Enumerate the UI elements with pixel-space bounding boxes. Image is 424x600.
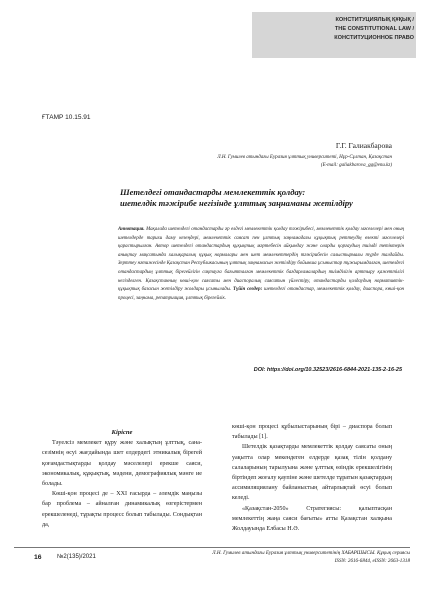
header-line-ru: КОНСТИТУЦИОННОЕ ПРАВО [334,35,414,41]
right-column [232,422,392,534]
page-number: 16 [34,554,42,561]
journal-footer [156,550,410,565]
section-heading-introduction: Кіріспе [111,429,133,436]
body-paragraph: көші-қон процесі құбылыстарының бірі – диаспора болып табылады [1]. [232,424,392,441]
left-column [42,428,202,530]
body-paragraph: Шетелдік қазақтарды мемлекеттік қолдау саясаты оның уақытта олар мекендеген елдерде қазақ тілін қолдану салаларының тарылуына және ұлттық өзіндік ерекшелігінің біртіндеп жоғалу қаупіне және шетелде тұратын қазақтардың ассимиляциялану байланыстың айтарлықтай өсуі болып келеді. [232,444,392,502]
abstract-paragraph [118,226,404,303]
issue-number: №2(135)/2021 [57,554,96,560]
author-email[interactable]: (E-mail: galiakbarova_gg@enu.kz) [320,163,392,168]
header-line-kk: КОНСТИТУЦИЯЛЫҚ ҚҰҚЫҚ / [335,17,414,23]
keywords-text: шетелдегі отандастар, мемлекеттік қолдау, диаспора, көші-қон процесі, заңнама, репатриация, ұлттық бірегейлік. [118,287,404,301]
abstract-block [118,226,404,303]
author-affiliation: Л.Н. Гумилев атындағы Еуразия ұлттық университеті, Нұр-Сұлтан, Қазақстан [217,155,392,160]
body-paragraph: Көші-қон процесі де – XXI ғасырда – әлемдік маңызы бар проблема – айналған динамикалық өзгерістермен ерекшеленеді, тұрақты процесс болып табылады. Сондықтан да, [42,491,202,528]
article-title-line1: Шетелдегі отандастарды мемлекеттік қолдау: [120,187,306,197]
journal-section-header [258,16,414,43]
body-paragraph: Тәуелсіз мемлекет құру және халықтың ұлттық, сана-сезімнің өсуі жағдайында шет елдердегі этникалық бірегей қоғамдастықтарды қолдау мәселелері ерекше саяси, экономикалық, құқықтық, мәдени, демографиялық мәнге ие болады. [42,440,202,488]
header-line-en: THE CONSTITUTIONAL LAW / [334,26,414,32]
doi-link[interactable]: DOI: https://doi.org/10.32523/2616-6844-2021-135-2-16-25 [253,367,402,373]
footer-divider [14,547,410,548]
journal-issn: ISSN: 2616-6844, eISSN: 2663-1318 [334,557,410,564]
article-title-line2: шетелдік тәжірибе негізінде ұлттық заңнаманы жетілдіру [120,198,353,208]
journal-name: Л.Н. Гумилев атындағы Еуразия ұлттық университетінің ХАБАРШЫСЫ. Құқық сериясы [212,550,410,556]
keywords-label: Түйін сөздер: [233,287,263,293]
article-title [120,187,400,209]
abstract-label: Аннотация. [118,227,145,232]
author-affiliation-block [152,154,392,170]
irstid-code: ҒТАМР 10.15.91 [42,114,91,121]
abstract-text: Мақалада шетелдегі отандастарды әр елдегі мемлекеттік қолдау тәжірибесі, мемлекеттік қолдау мәселелері мен оның шетелдерде тарихи даму кезеңдері, мемлекеттік саясат пен ұлттық заңнамадағы құқықтық реттеудің өзекті мәселелері қарастырылған. Автор шетелдегі отандастардың құқықтық мәртебесін айқындау және оларды қорғаудың тиімді тетіктерін анықтау мақсатында халықаралық құқық нормалары мен шет мемлекеттердің тәжірибесін салыстырмалы түрде талдайды. Зерттеу нәтижесінде Қазақстан Республикасының ұлттық заңнамасын жетілдіру бойынша ұсыныстар тұжырымдалған, шетелдегі отандастардың ұлттық бірегейлігін сақтауға бағытталған мемлекеттік бағдарламалардың тиімділігін арттыру қажеттілігі негізделген. Қазақстанның көші-қон саясаты мен диаспоралық саясатын үйлестіру, отандастарды қолдаудың нормативтік-құқықтық базасын жетілдіру жолдары ұсынылады. [118,227,404,293]
body-paragraph: «Қазақстан-2050» Стратегиясы: қалыптасқан мемлекеттің жаңа саяси бағыты» атты Қазақстан халқына Жолдауында Елбасы Н.Ә. [232,505,392,533]
author-name: Г.Г. Галиакбарова [335,141,392,150]
